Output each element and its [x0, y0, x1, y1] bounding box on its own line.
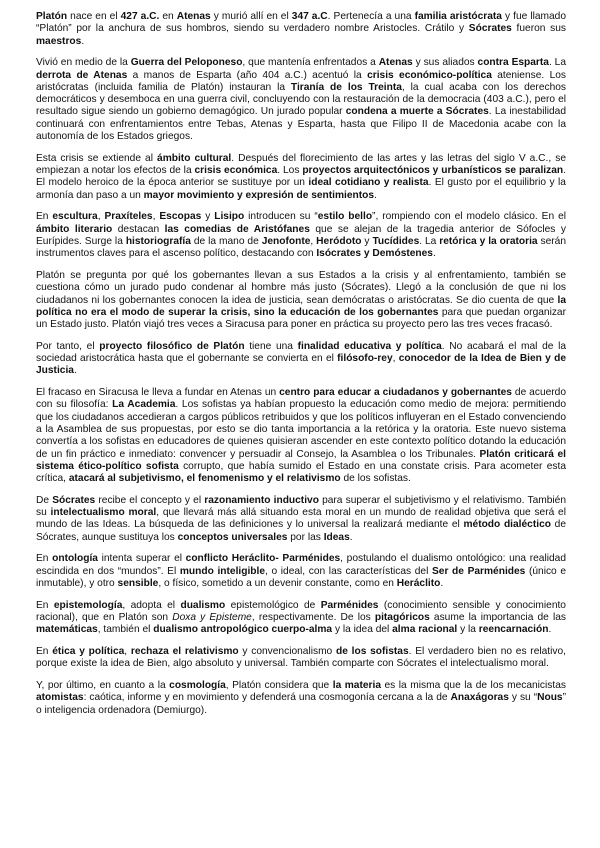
text-run: Y, por último, en cuanto a la [36, 679, 170, 691]
text-run: y fue llamado “Platón” por la anchura de sus hombros, siendo su verdadero nombre Aristocles. Crátilo y [36, 11, 566, 35]
bold-term: ontología [52, 553, 98, 565]
bold-term: finalidad educativa y política [297, 340, 442, 352]
bold-term: conocedor de la Idea de Bien y de Justicia [36, 353, 566, 377]
text-run: (conocimiento sensible y conocimiento racional), que en Platón son [36, 599, 566, 623]
bold-term: de los sofistas [336, 645, 409, 657]
bold-term: sensible [117, 578, 159, 589]
bold-term: retórica y la oratoria [439, 235, 538, 247]
text-run: . La inestabilidad continuará con enfrentamientos entre Tebas, Atenas y Esparta, hasta que Filipo II de Macedonia acabe con la autonomía de los Estados griegos. [36, 106, 566, 143]
text-run: y [201, 211, 215, 223]
bold-term: crisis económica [194, 165, 278, 177]
bold-term: la política no era el modo de superar la crisis, sino la educación de los gobernantes [36, 294, 566, 318]
bold-term: mayor movimiento y expresión de sentimientos [143, 189, 375, 201]
text-run: De [36, 494, 53, 506]
text-run: asume la importancia de las [429, 611, 566, 623]
text-run: . Los sofistas ya habían propuesto la educación como medio de mejora: permitiendo que los ciudadanos accedieran a cargos públicos retribuidos y que los políticos influyeran en el Estado convenciendo a la Asamblea de sus propuestas, por esto se dio tanta importancia a la retórica y la oratoria. Este nuevo sistema convertía a los sofistas en educadores de quienes quisieran ascender en este contexto político dotando la educación de un fin práctico e inmediato: convencer y persuadir al Consejo, la Asamblea o los Tribunales. [36, 399, 566, 460]
bold-term: ética y política [52, 645, 125, 657]
bold-term: Sócrates [52, 494, 96, 506]
bold-term: La Academia [112, 399, 176, 411]
bold-term: las comedias de Aristófanes [164, 223, 310, 235]
text-run: , postulando el dualismo ontológico: una realidad escindida en dos “mundos”. El [36, 553, 567, 577]
text-run: , Platón considera que [225, 679, 333, 691]
text-run: , o físico, sometido a un devenir constante, como en [158, 578, 397, 589]
paragraph-birth [36, 11, 566, 48]
text-run: Por tanto, el [36, 340, 100, 352]
bold-term: Tiranía de los Treinta [290, 81, 402, 93]
bold-term: reencarnación [478, 624, 549, 636]
text-run: y la [457, 624, 479, 636]
bold-term: Escopas [159, 211, 202, 223]
bold-term: razonamiento inductivo [204, 494, 319, 506]
text-run: y su “ [508, 692, 538, 704]
text-run: de los sofistas. [340, 473, 411, 485]
text-run: introducen su “ [244, 211, 318, 223]
bold-term: pitagóricos [374, 611, 430, 623]
text-run: de la mano de [190, 235, 262, 247]
bold-term: Anaxágoras [450, 692, 509, 704]
text-run: y la idea del [332, 624, 393, 636]
text-run: para superar el subjetivismo y el relativismo. También su [36, 494, 566, 519]
paragraph-academy [36, 387, 566, 485]
text-run: En [36, 599, 54, 611]
text-run: de acuerdo con su filosofía: [36, 387, 566, 411]
paragraph-socrates [36, 495, 566, 544]
italic-term: Doxa y Episteme [172, 611, 252, 623]
bold-term: Atenas [176, 11, 211, 22]
text-run: por las [287, 531, 324, 543]
bold-term: Guerra del Peloponeso [130, 57, 243, 69]
text-run: Vivió en medio de la [36, 57, 131, 69]
text-run: , o ideal, con las características del [265, 565, 432, 577]
text-run: . [73, 365, 77, 377]
bold-term: estilo bello [317, 211, 373, 223]
paragraph-cultural-crisis [36, 153, 566, 202]
bold-term: Platón [36, 11, 68, 22]
text-run: para que puedan organizar un Estado justo. Platón viajó tres veces a Siracusa para poner en práctica su proyecto pero las tres veces fracasó. [36, 306, 566, 331]
bold-term: la materia [332, 679, 381, 691]
bold-term: Praxíteles [104, 211, 153, 223]
bold-term: Tucídides [372, 235, 420, 247]
bold-term: alma racional [392, 624, 458, 636]
text-run: . [374, 189, 377, 201]
text-run: , [97, 211, 105, 223]
text-run: . Después del florecimiento de las artes y las letras del siglo V a.C., se empiezan a notar los efectos de la [36, 152, 566, 177]
bold-term: ámbito literario [36, 223, 113, 235]
text-run: , respectivamente. De los [251, 611, 375, 623]
text-run: . No acabará el mal de la sociedad aristocrática hasta que el gobernante se convierta en el [36, 340, 567, 365]
text-run: . [432, 248, 436, 260]
bold-term: dualismo antropológico cuerpo-alma [153, 624, 333, 636]
bold-term: condena a muerte a Sócrates [345, 106, 489, 118]
text-run: Platón se pregunta por qué los gobernantes llevan a sus Estados a la crisis y al enfrentamiento, también se cuestiona cómo un jurado pudo condenar al hombre más justo (Sócrates). Llegó a la conclusión de que ni los ciudadanos ni los gobernantes conocen la idea de justicia, sean demócratas o aristócratas. Se dio cuenta de que [36, 269, 566, 306]
text-run: . Pertenecía a una [327, 11, 415, 22]
bold-term: Nous [537, 692, 563, 704]
paragraph-sculpture-literature [36, 211, 566, 260]
bold-term: proyectos arquitectónicos y urbanísticos se paralizan [302, 165, 564, 177]
bold-term: escultura [52, 211, 98, 223]
text-run: recibe el concepto y el [95, 494, 205, 506]
text-run: (único e inmutable), y otro [36, 565, 567, 589]
text-run: . El verdadero bien no es relativo, porque existe la idea de Bien, algo absoluto y universal. También comparte con Sócrates el intelectualismo moral. [36, 645, 566, 670]
bold-term: Jenofonte [261, 235, 311, 247]
text-run: serán instrumentos claves para el ascenso político, destacando con [36, 235, 566, 260]
bold-term: familia aristócrata [414, 11, 502, 22]
bold-term: método dialéctico [463, 519, 551, 531]
bold-term: ámbito cultural [157, 152, 232, 164]
bold-term: Ideas [323, 531, 350, 543]
text-run: , que mantenía enfrentados a [242, 57, 379, 69]
text-run: . El modelo heroico de la época anterior se sustituye por un [36, 165, 566, 189]
text-run: , [310, 235, 317, 247]
bold-term: Sócrates [468, 23, 512, 35]
paragraph-ethics-politics [36, 646, 566, 671]
bold-term: filósofo-rey [337, 353, 393, 365]
bold-term: mundo inteligible [179, 565, 266, 577]
text-run: , [392, 353, 399, 365]
text-run: . Los [277, 165, 303, 177]
bold-term: atomistas [36, 692, 84, 704]
bold-term: derrota de Atenas [36, 69, 128, 81]
text-run: . [440, 578, 444, 589]
text-run: , también el [97, 624, 154, 636]
text-run: intenta superar el [97, 553, 186, 565]
bold-term: Ser de Parménides [432, 565, 526, 577]
text-run: y convencionalismo [238, 645, 336, 657]
text-run: En [36, 553, 53, 565]
bold-term: 427 a.C. [120, 11, 160, 22]
paragraph-epistemology [36, 600, 566, 637]
text-run: fueron sus [511, 23, 566, 35]
bold-term: Heráclito [396, 578, 441, 589]
bold-term: atacará al subjetivismo, el fenomenismo y el relativismo [68, 473, 341, 485]
bold-term: proyecto filosófico de Platón [99, 340, 245, 352]
text-run: , [124, 645, 131, 657]
bold-term: conceptos universales [177, 531, 288, 543]
text-run: . La [419, 235, 440, 247]
text-run: , adopta el [122, 599, 181, 611]
paragraph-philosophical-project [36, 341, 566, 378]
text-run: de Sócrates, aunque sustituya los [36, 519, 567, 543]
text-run: tiene una [244, 340, 298, 352]
bold-term: 347 a.C [291, 11, 328, 22]
text-run: . [548, 624, 552, 636]
text-run: a manos de Esparta (año 404 a.C.) acentuó la [127, 69, 368, 81]
bold-term: epistemología [53, 599, 123, 611]
text-run: . [349, 531, 353, 543]
text-run: . La [548, 57, 567, 69]
bold-term: dualismo [180, 599, 226, 611]
bold-term: Lisipo [214, 211, 245, 223]
bold-term: rechaza el relativismo [130, 645, 239, 657]
text-run: Esta crisis se extiende al [36, 152, 158, 164]
bold-term: matemáticas [36, 624, 98, 636]
bold-term: Heródoto [316, 235, 362, 247]
text-run: : caótica, informe y en movimiento y defenderá una cosmogonía cercana a la de [83, 692, 451, 704]
bold-term: Isócrates y Demóstenes [316, 248, 433, 260]
text-run: ” o inteligencia ordenadora (Demiurgo). [36, 692, 566, 716]
bold-term: cosmología [169, 679, 226, 691]
paragraph-cosmology [36, 680, 566, 717]
text-run: y [361, 235, 373, 247]
bold-term: historiografía [125, 235, 191, 247]
paragraph-plato-question [36, 270, 566, 331]
text-run: El fracaso en Siracusa le lleva a fundar en Atenas un [36, 387, 280, 399]
text-run: epistemológico de [225, 599, 321, 611]
bold-term: Atenas [378, 57, 413, 69]
paragraph-peloponnesian-war [36, 57, 566, 143]
bold-term: centro para educar a ciudadanos y gobernantes [279, 387, 512, 399]
text-run: en [159, 11, 177, 22]
bold-term: crisis económico-política [367, 69, 492, 81]
text-run: destacan [112, 223, 165, 235]
text-run: y sus aliados [412, 57, 478, 69]
text-run: ateniense. Los aristócratas (incluida familia de Platón) instauran la [36, 69, 567, 93]
bold-term: maestros [36, 35, 82, 47]
bold-term: contra Esparta [477, 57, 549, 69]
text-run: que se alejan de la tragedia anterior de Sófocles y Eurípides. Surge la [36, 223, 566, 247]
text-run: ”, rompiendo con el modelo clásico. En el [372, 211, 566, 223]
text-run: , que llevará más allá situando esta moral en un mundo de realidad objetiva que será el mundo de las Ideas. La búsqueda de las definiciones y lo universal la realizará mediante el [36, 507, 566, 531]
text-run: nace en el [67, 11, 121, 22]
bold-term: intelectualismo moral [50, 507, 157, 519]
text-run: , [152, 211, 160, 223]
bold-term: Platón criticará el sistema ético-político sofista [36, 448, 566, 472]
text-run: En [36, 645, 53, 657]
text-run: es la misma que la de los mecanicistas [381, 679, 566, 691]
bold-term: ideal cotidiano y realista [308, 177, 429, 189]
bold-term: Parménides [320, 599, 379, 611]
paragraph-ontology [36, 553, 566, 590]
text-run: corrupto, que había sumido el Estado en una constate crisis. Para acometer esta crítica, [36, 460, 566, 485]
text-run: . El gusto por el equilibrio y la armonía dan paso a un [36, 177, 566, 201]
text-run: En [36, 211, 53, 223]
text-run: y murió allí en el [210, 11, 292, 22]
bold-term: conflicto Heráclito- Parménides [185, 553, 341, 565]
text-run: , la cual acaba con los derechos democráticos y desemboca en una guerra civil, concluyendo con la restauración de la democracia (403 a.C.), pero el resultado sigue siendo un gobierno demagógico. Un jurado popular [36, 81, 567, 118]
text-run: . [81, 35, 85, 47]
